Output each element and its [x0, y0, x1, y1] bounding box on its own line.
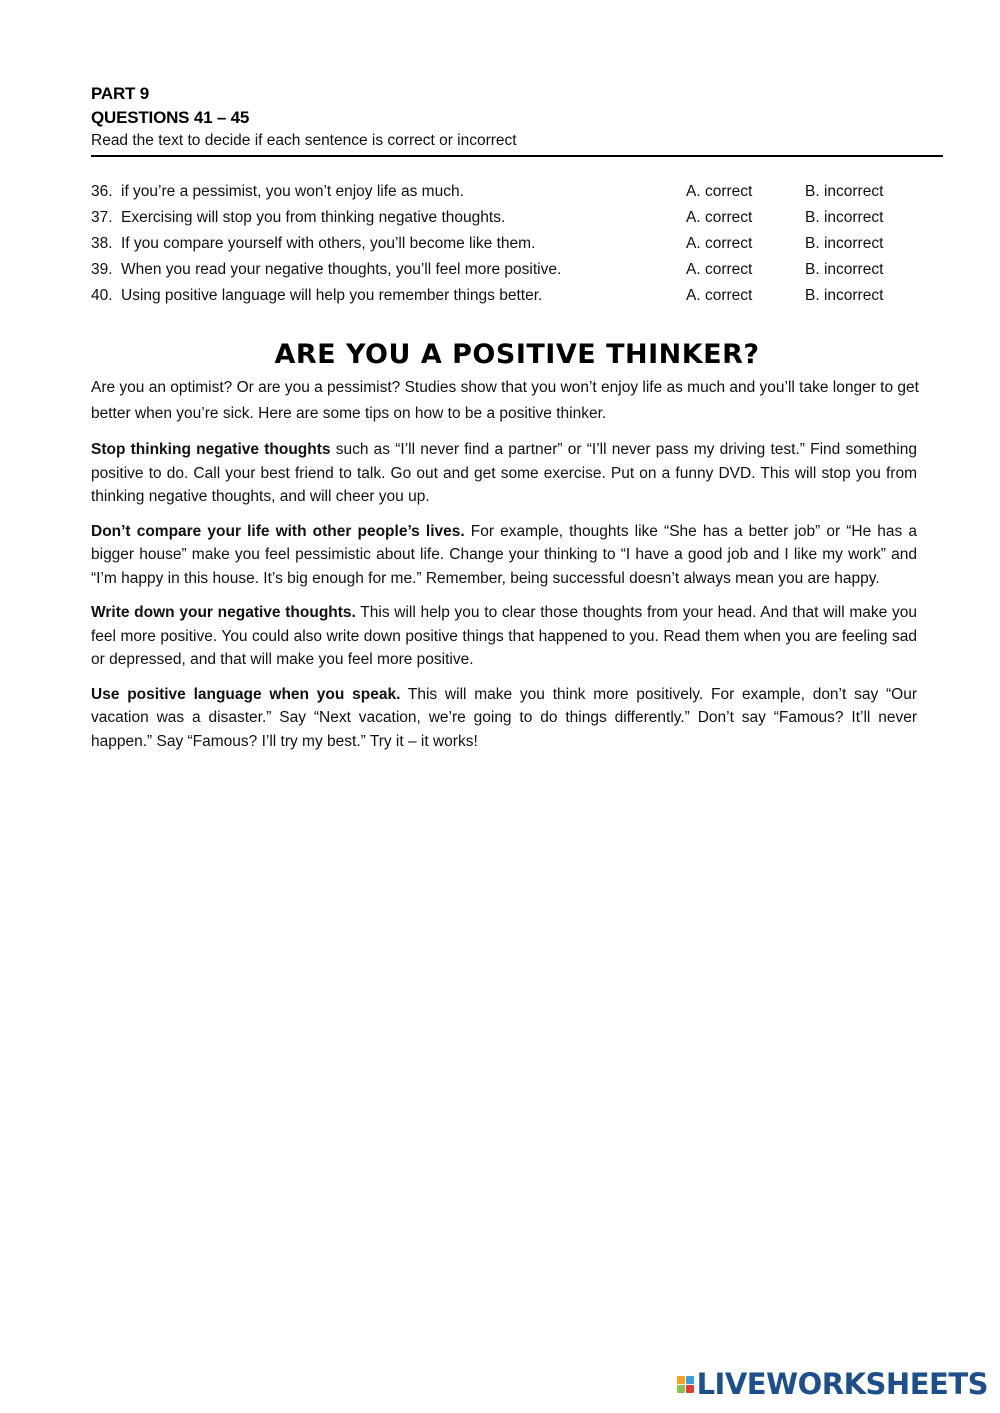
logo-square	[686, 1376, 694, 1384]
question-text: Using positive language will help you remember things better.	[121, 287, 543, 304]
option-correct[interactable]: A. correct	[686, 183, 753, 200]
question-text: If you compare yourself with others, you’ll become like them.	[121, 235, 536, 252]
liveworksheets-logo[interactable]	[677, 1367, 988, 1401]
option-correct[interactable]: A. correct	[686, 235, 753, 252]
logo-square	[677, 1385, 685, 1393]
question-row	[91, 179, 943, 205]
question-list	[91, 179, 943, 309]
liveworksheets-logo-icon	[677, 1376, 694, 1393]
tip-body: This will help you to clear those thoughts from your head. And that will make you feel more positive. You could also write down positive things that happened to you. Read them when you are feeling sad or depressed, and that will make you feel more positive.	[91, 604, 917, 668]
option-incorrect[interactable]: B. incorrect	[805, 183, 884, 200]
tip-body: This will make you think more positively. For example, don’t say “Our vacation was a disaster.” Say “Next vacation, we’re going to do things differently.” Don’t say “Famous? It’ll never happen.” Say “Famous? I’ll try my best.” Try it – it works!	[91, 685, 917, 750]
option-incorrect[interactable]: B. incorrect	[805, 209, 884, 226]
tip-body: For example, thoughts like “She has a better job” or “He has a bigger house” make you feel pessimistic about life. Change your thinking to “I have a good job and I like my work” and “I’m happy in this house. It’s big enough for me.” Remember, being successful doesn’t always mean you are happy.	[91, 522, 917, 587]
part-heading: PART 9	[91, 84, 149, 103]
question-number: 37.	[91, 209, 113, 226]
article-paragraph	[91, 683, 917, 754]
tip-heading: Use positive language when you speak.	[91, 685, 401, 703]
tip-heading: Write down your negative thoughts.	[91, 604, 356, 621]
question-row	[91, 231, 943, 257]
tip-heading: Don’t compare your life with other people’s lives.	[91, 522, 465, 540]
article-paragraph	[91, 438, 917, 509]
logo-square	[677, 1376, 685, 1384]
option-incorrect[interactable]: B. incorrect	[805, 287, 884, 304]
option-incorrect[interactable]: B. incorrect	[805, 235, 884, 252]
instruction-text: Read the text to decide if each sentence is correct or incorrect	[91, 130, 943, 157]
question-number: 40.	[91, 287, 113, 304]
worksheet-page	[91, 82, 943, 753]
article-paragraph	[91, 520, 917, 591]
article-paragraph	[91, 601, 917, 672]
question-row	[91, 283, 943, 309]
article-title: ARE YOU A POSITIVE THINKER?	[274, 339, 760, 370]
article-intro: Are you an optimist? Or are you a pessimist? Studies show that you won’t enjoy life as much and you’ll take longer to get better when you’re sick. Here are some tips on how to be a positive thinker.	[91, 379, 919, 422]
question-number: 36.	[91, 183, 113, 200]
question-text: When you read your negative thoughts, you’ll feel more positive.	[121, 261, 562, 278]
question-text: if you’re a pessimist, you won’t enjoy life as much.	[121, 183, 464, 200]
option-correct[interactable]: A. correct	[686, 261, 753, 278]
question-row	[91, 205, 943, 231]
question-row	[91, 257, 943, 283]
question-number: 39.	[91, 261, 113, 278]
option-correct[interactable]: A. correct	[686, 209, 753, 226]
tip-heading: Stop thinking negative thoughts	[91, 441, 331, 458]
logo-square	[686, 1385, 694, 1393]
tip-body: such as “I’ll never find a partner” or “I’ll never pass my driving test.” Find something positive to do. Call your best friend to talk. Go out and get some exercise. Put on a funny DVD. This will stop you from thinking negative thoughts, and will cheer you up.	[91, 441, 917, 505]
option-incorrect[interactable]: B. incorrect	[805, 261, 884, 278]
question-number: 38.	[91, 235, 113, 252]
logo-text: LIVEWORKSHEETS	[696, 1367, 988, 1401]
questions-range-heading: QUESTIONS 41 – 45	[91, 108, 250, 127]
question-text: Exercising will stop you from thinking negative thoughts.	[121, 209, 506, 226]
option-correct[interactable]: A. correct	[686, 287, 753, 304]
